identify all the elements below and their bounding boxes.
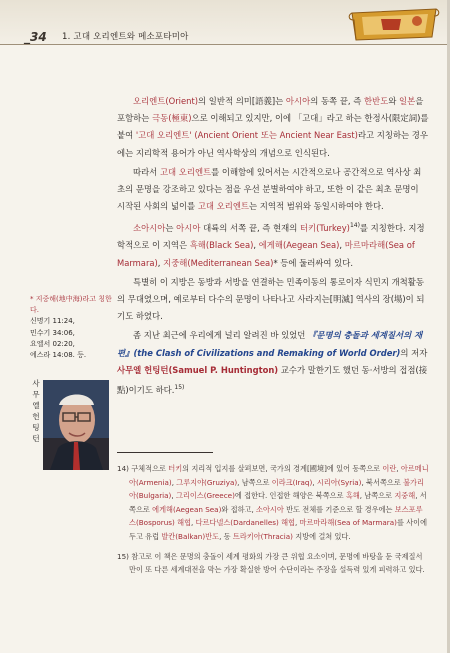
footnotes [117,462,429,583]
footnote-separator [117,452,213,453]
footnote-15: 15) 참고로 이 책은 문명의 충돌이 세계 평화의 가장 큰 위협 요소이며, 문명에 바탕을 둔 국제질서만이 또 다른 세계대전을 막는 가장 확실한 방어 수단이라는 주장을 설득력 있게 피력하고 있다. [117,551,425,575]
paragraph-2: 따라서 고대 오리엔트를 이해함에 있어서는 시간적으로나 공간적으로 역사상 최초의 문명을 강조하고 있다는 점을 우선 분별하여야 하고, 또한 이 같은 최초 문명이 시작된 사회의 넓이를 고대 오리엔트는 지역적 범위와 동일시하여야 한다. [117,166,422,212]
portrait-photo [43,380,109,470]
footnote-14: 14) 구체적으로 터키의 지리적 입지를 살펴보면, 국가의 경계[國境]에 있어 동쪽으로 이란, 아르메니아(Armenia), 그루지야(Gruziya), 남쪽으로 이라크(Iraq), 시리아(Syria), 북서쪽으로 불가리아(Bulgaria), 그리이스(Greece)에 접한다. 인접한 해양은 북쪽으로 흑해, 남쪽으로 지중해, 서쪽으로 에게해(Aegean Sea)와 접하고, 소아시아 반도 전체를 기준으로 할 경우에는 보스포루스(Bosporus) 해협, 다르다넬스(Dardanelles) 해협, 마르마라해(Sea of Marmara)를 사이에 두고 유럽 발칸(Balkan)반도, 동 트라키아(Thracia) 지방에 걸쳐 있다. [117,464,429,541]
chapter-title: 1. 고대 오리엔트와 메소포타미아 [62,32,189,42]
margin-note-line: 민수기 34:06, [30,328,75,337]
margin-note-line: 신명기 11:24, [30,317,75,326]
margin-note-line: 요엘서 02:20, [30,339,75,348]
margin-note-title: * 지중해(地中海)라고 칭한다. [30,295,112,315]
page-number: _34 [24,30,47,44]
scroll-ornament-icon [348,5,440,43]
paragraph-3: 소아시아는 아시아 대륙의 서쪽 끝, 즉 현재의 터키(Turkey)$^{14)}$를 지칭한다. 지정학적으로 이 지역은 흑해(Black Sea), 에게해(Aegean Sea), 마르마라해(Sea of Marmara), 지중해(Mediterranean Sea)* 등에 둘러싸여 있다. [117,222,425,268]
margin-note-line: 에스라 14:08. 등. [30,351,87,360]
paragraph-5: 좀 지난 최근에 우리에게 널리 알려진 바 있었던 『문명의 충돌과 세계질서의 재편』(the Clash of Civilizations and Remaking of World Order)의 저자 사무엘 헌팅턴(Samuel P. Huntington) 교수가 말한기도 했던 동·서방의 접점(接點)이기도 하다.$^{15)}$ [117,330,428,395]
portrait-caption: 사무엘 헌팅턴 [32,379,40,443]
main-text [117,93,429,401]
paragraph-1: 오리엔트(Orient)의 일반적 의미[語義]는 아시아의 동쪽 끝, 즉 한반도와 일본을 포함하는 극동(極東)으로 이해되고 있지만, 이에 「고대」라고 하는 한정사(限定詞)를 붙여 '고대 오리엔트' (Ancient Orient 또는 Ancient Near East)라고 지칭하는 경우에는 지리학적 용어가 아닌 역사학상의 개념으로 인식된다. [117,96,429,158]
margin-note [30,294,116,361]
paragraph-4: 특별히 이 지방은 동방과 서방을 연결하는 민족이동의 통로이자 식민지 개척활동의 무대였으며, 예로부터 다수의 문명이 나타나고 사라지는[明滅] 역사의 장(場)이 되기도 하였다. [117,276,425,322]
